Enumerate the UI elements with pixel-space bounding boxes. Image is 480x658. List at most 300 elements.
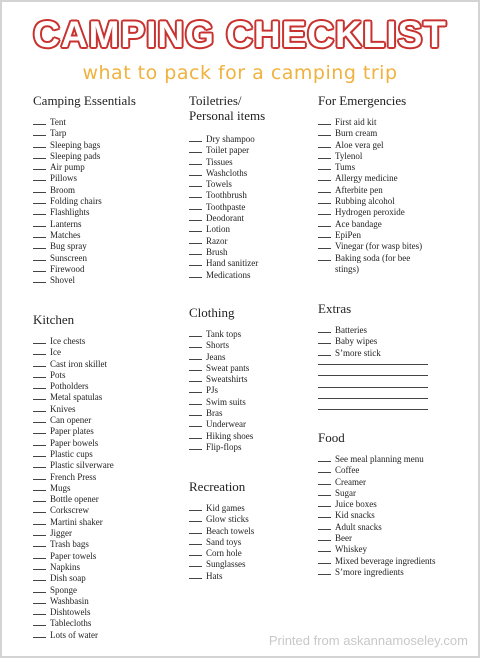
checklist-item[interactable] <box>33 449 114 460</box>
checkbox-line[interactable] <box>318 253 331 261</box>
checkbox-line[interactable] <box>33 230 46 238</box>
checkbox-line[interactable] <box>318 185 331 193</box>
checklist-item[interactable] <box>33 630 114 641</box>
checkbox-line[interactable] <box>33 449 46 457</box>
checkbox-line[interactable] <box>33 562 46 570</box>
item-label: Deodorant <box>206 213 244 224</box>
page-subtitle: what to pack for a camping trip <box>82 62 398 84</box>
checklist-item[interactable] <box>189 431 253 442</box>
checkbox-line[interactable] <box>33 415 46 423</box>
checkbox-line[interactable] <box>33 207 46 215</box>
item-label: Coffee <box>335 465 360 476</box>
item-label: Sunglasses <box>206 559 246 570</box>
checkbox-line[interactable] <box>189 503 202 511</box>
item-label: Batteries <box>335 325 367 335</box>
checklist-item[interactable] <box>318 253 422 264</box>
checkbox-line[interactable] <box>33 162 46 170</box>
item-list <box>189 329 253 453</box>
checklist-item[interactable] <box>33 381 114 392</box>
item-label: Sunscreen <box>50 252 87 263</box>
checkbox-line[interactable] <box>33 483 46 491</box>
checkbox-line[interactable] <box>33 573 46 581</box>
checkbox-line[interactable] <box>318 196 331 204</box>
checklist-item[interactable] <box>189 442 253 453</box>
checklist-item[interactable] <box>318 128 422 139</box>
item-label: Tylenol <box>335 150 363 161</box>
checklist-item[interactable] <box>318 117 422 128</box>
checklist-item[interactable] <box>33 241 136 252</box>
item-label: Afterbite pen <box>335 184 383 195</box>
item-label: First aid kit <box>335 117 377 127</box>
checklist-item[interactable] <box>33 359 114 370</box>
checklist-item[interactable] <box>33 551 114 562</box>
checklist-item[interactable] <box>318 241 422 252</box>
checkbox-line[interactable] <box>189 157 202 165</box>
section-title: Clothing <box>189 305 235 320</box>
checkbox-line[interactable] <box>318 567 331 575</box>
checklist-item[interactable] <box>189 548 254 559</box>
checklist-item[interactable] <box>189 526 254 537</box>
section-extras <box>318 301 428 415</box>
checklist-item[interactable] <box>189 419 253 430</box>
checkbox-line[interactable] <box>318 162 331 170</box>
checkbox-line[interactable] <box>189 363 202 371</box>
checklist-item[interactable] <box>33 253 136 264</box>
item-label: S’more ingredients <box>335 566 404 577</box>
checklist-item[interactable] <box>318 230 422 241</box>
item-label: Lots of water <box>50 629 98 640</box>
checkbox-line[interactable] <box>189 270 202 278</box>
checklist-item[interactable] <box>318 488 435 499</box>
checkbox-line[interactable] <box>318 336 331 344</box>
item-label: Potholders <box>50 381 89 392</box>
checkbox-line[interactable] <box>33 241 46 249</box>
checkbox-line[interactable] <box>33 539 46 547</box>
checklist-item[interactable] <box>33 207 136 218</box>
checkbox-line[interactable] <box>189 352 202 360</box>
item-label: Tums <box>335 162 356 173</box>
item-label: Toothpaste <box>206 201 246 212</box>
checklist-item[interactable] <box>33 404 114 415</box>
item-label: Adult snacks <box>335 521 382 532</box>
item-label: Razor <box>206 235 228 246</box>
section-title: Food <box>318 430 345 445</box>
checkbox-line[interactable] <box>318 477 331 485</box>
checkbox-line[interactable] <box>189 213 202 221</box>
checkbox-line[interactable] <box>318 230 331 238</box>
checklist-item[interactable] <box>33 494 114 505</box>
checklist-item[interactable] <box>318 522 435 533</box>
checkbox-line[interactable] <box>318 140 331 148</box>
checklist-item[interactable] <box>189 213 265 224</box>
checklist-item[interactable] <box>33 483 114 494</box>
checkbox-line[interactable] <box>33 618 46 626</box>
checklist-item[interactable] <box>33 573 114 584</box>
checkbox-line[interactable] <box>33 551 46 559</box>
checklist-item[interactable] <box>189 503 254 514</box>
checkbox-line[interactable] <box>33 185 46 193</box>
checklist-item[interactable] <box>318 556 435 567</box>
checkbox-line[interactable] <box>33 219 46 227</box>
checkbox-line[interactable] <box>189 236 202 244</box>
checkbox-line[interactable] <box>318 325 331 333</box>
checkbox-line[interactable] <box>33 381 46 389</box>
checklist-item[interactable] <box>33 426 114 437</box>
footer-credit: Printed from askannamoseley.com <box>268 633 468 648</box>
item-label: Tablecloths <box>50 618 92 629</box>
checklist-item[interactable] <box>318 185 422 196</box>
item-list <box>33 336 114 641</box>
checkbox-line[interactable] <box>189 145 202 153</box>
checklist-item[interactable] <box>33 607 114 618</box>
checklist-item[interactable] <box>318 196 422 207</box>
item-label: Paper towels <box>50 550 97 561</box>
item-label: Lotion <box>206 224 230 235</box>
checklist-item[interactable] <box>189 145 265 156</box>
checkbox-line[interactable] <box>33 359 46 367</box>
item-label: Pots <box>50 369 66 380</box>
section-food <box>318 430 435 578</box>
checklist-item[interactable] <box>318 325 428 336</box>
section-title-line: Toiletries/ <box>189 93 242 108</box>
checkbox-line[interactable] <box>33 392 46 400</box>
checklist-item[interactable] <box>33 196 136 207</box>
item-label: Trash bags <box>50 539 89 550</box>
checkbox-line[interactable] <box>318 151 331 159</box>
item-label: Shovel <box>50 275 76 286</box>
checkbox-line[interactable] <box>189 559 202 567</box>
checkbox-line[interactable] <box>33 585 46 593</box>
checkbox-line[interactable] <box>189 442 202 450</box>
item-label: Creamer <box>335 476 366 487</box>
item-label: Tarp <box>50 128 67 139</box>
item-label: Washbasin <box>50 595 89 606</box>
blank-line[interactable] <box>318 381 428 392</box>
checkbox-line[interactable] <box>189 431 202 439</box>
checkbox-line[interactable] <box>189 224 202 232</box>
checklist-item[interactable] <box>33 596 114 607</box>
checklist-item[interactable] <box>33 336 114 347</box>
checklist-item[interactable] <box>33 472 114 483</box>
item-label: Ice <box>50 347 61 358</box>
item-label: S’more stick <box>335 347 381 358</box>
item-label: Swim suits <box>206 396 246 407</box>
section-kitchen <box>33 312 114 641</box>
checklist-item[interactable] <box>189 374 253 385</box>
checkbox-line[interactable] <box>33 253 46 261</box>
item-list <box>318 454 435 578</box>
checkbox-line[interactable] <box>318 499 331 507</box>
item-label: Tent <box>50 117 66 127</box>
item-label: Tank tops <box>206 329 242 339</box>
item-label: Glow sticks <box>206 514 249 525</box>
checklist-item[interactable] <box>33 140 136 151</box>
checkbox-line[interactable] <box>189 340 202 348</box>
checklist-item[interactable] <box>318 510 435 521</box>
checklist-item[interactable] <box>318 544 435 555</box>
checklist-item[interactable] <box>318 477 435 488</box>
checkbox-line[interactable] <box>189 397 202 405</box>
checklist-item[interactable] <box>189 190 265 201</box>
checklist-item[interactable] <box>33 117 136 128</box>
checklist-item[interactable] <box>318 567 435 578</box>
section-clothing <box>189 305 253 453</box>
item-label: Medications <box>206 269 251 280</box>
checklist-item[interactable] <box>189 514 254 525</box>
checkbox-line[interactable] <box>33 472 46 480</box>
checkbox-line[interactable] <box>33 264 46 272</box>
section-title: Recreation <box>189 479 246 494</box>
checkbox-line[interactable] <box>33 370 46 378</box>
checklist-item[interactable] <box>189 270 265 281</box>
item-label: Metal spatulas <box>50 392 103 403</box>
item-label: Sponge <box>50 584 77 595</box>
checklist-item[interactable] <box>33 151 136 162</box>
checklist-item[interactable] <box>33 128 136 139</box>
checklist-item[interactable] <box>189 397 253 408</box>
checkbox-line[interactable] <box>33 460 46 468</box>
checkbox-line[interactable] <box>33 438 46 446</box>
section-title <box>189 93 265 123</box>
item-label: Baking soda (for bee <box>335 252 411 263</box>
checklist-item[interactable] <box>189 340 253 351</box>
checklist-item[interactable] <box>189 202 265 213</box>
checklist-item[interactable] <box>189 559 254 570</box>
checklist-item[interactable] <box>33 415 114 426</box>
item-label: Aloe vera gel <box>335 139 384 150</box>
checklist-item[interactable] <box>318 151 422 162</box>
item-label: Flip-flops <box>206 441 242 452</box>
item-label: Washcloths <box>206 167 248 178</box>
checklist-item[interactable] <box>318 454 435 465</box>
item-label: Dish soap <box>50 573 86 584</box>
checkbox-line[interactable] <box>33 140 46 148</box>
item-label: Plastic silverware <box>50 460 114 471</box>
item-label: Baby wipes <box>335 336 378 347</box>
checklist-item[interactable] <box>33 585 114 596</box>
item-label: Shorts <box>206 340 230 351</box>
checklist-item[interactable] <box>189 352 253 363</box>
checkbox-line[interactable] <box>33 528 46 536</box>
page-title: CAMPING CHECKLIST <box>33 14 447 55</box>
item-list <box>318 325 428 359</box>
checkbox-line[interactable] <box>189 537 202 545</box>
item-label: Bottle opener <box>50 494 99 505</box>
checklist-item[interactable] <box>189 236 265 247</box>
checkbox-line[interactable] <box>189 168 202 176</box>
checklist-item[interactable] <box>33 264 136 275</box>
section-emergencies <box>318 93 422 275</box>
checklist-item[interactable] <box>33 162 136 173</box>
checkbox-line[interactable] <box>33 336 46 344</box>
checklist-item[interactable] <box>318 219 422 230</box>
checkbox-line[interactable] <box>318 465 331 473</box>
checkbox-line[interactable] <box>318 173 331 181</box>
checklist-item[interactable] <box>33 460 114 471</box>
checkbox-line[interactable] <box>33 426 46 434</box>
item-label: Corkscrew <box>50 505 89 516</box>
checklist-item[interactable] <box>189 224 265 235</box>
item-label: Brush <box>206 246 228 257</box>
item-list <box>33 117 136 286</box>
item-label: Paper plates <box>50 426 94 437</box>
item-label: Juice boxes <box>335 499 377 510</box>
checkbox-line[interactable] <box>318 533 331 541</box>
item-label: Bras <box>206 408 223 419</box>
checklist-item[interactable] <box>189 537 254 548</box>
checkbox-line[interactable] <box>33 517 46 525</box>
item-label: Pillows <box>50 173 78 184</box>
checklist-item[interactable] <box>318 173 422 184</box>
checkbox-line[interactable] <box>33 173 46 181</box>
item-label: Martini shaker <box>50 516 103 527</box>
checkbox-line[interactable] <box>189 329 202 337</box>
checklist-item[interactable] <box>189 363 253 374</box>
item-label: Sleeping bags <box>50 139 101 150</box>
checklist-item[interactable] <box>33 185 136 196</box>
checklist-item[interactable] <box>33 539 114 550</box>
checkbox-line[interactable] <box>318 544 331 552</box>
checkbox-line[interactable] <box>33 607 46 615</box>
checklist-item[interactable] <box>33 219 136 230</box>
checklist-item[interactable] <box>318 348 428 359</box>
checklist-item[interactable] <box>318 465 435 476</box>
item-label: Firewood <box>50 263 85 274</box>
checklist-item[interactable] <box>318 162 422 173</box>
checkbox-line[interactable] <box>189 202 202 210</box>
checklist-item[interactable] <box>189 168 265 179</box>
checklist-item[interactable] <box>33 438 114 449</box>
checkbox-line[interactable] <box>33 117 46 125</box>
checklist-item[interactable] <box>189 179 265 190</box>
checklist-item[interactable] <box>189 408 253 419</box>
item-label: Sweat pants <box>206 362 250 373</box>
item-label: Bug spray <box>50 241 87 252</box>
checkbox-line[interactable] <box>33 275 46 283</box>
checkbox-line[interactable] <box>33 505 46 513</box>
checklist-item[interactable] <box>33 347 114 358</box>
item-label: Knives <box>50 403 76 414</box>
blank-line[interactable] <box>318 370 428 381</box>
section-toiletries <box>189 93 265 281</box>
checkbox-line[interactable] <box>318 510 331 518</box>
checkbox-line[interactable] <box>33 630 46 638</box>
checkbox-line[interactable] <box>189 190 202 198</box>
checkbox-line[interactable] <box>318 488 331 496</box>
section-recreation <box>189 479 254 582</box>
checklist-item[interactable] <box>33 528 114 539</box>
checkbox-line[interactable] <box>33 494 46 502</box>
item-label: Dishtowels <box>50 607 91 618</box>
checkbox-line[interactable] <box>318 556 331 564</box>
checkbox-line[interactable] <box>189 247 202 255</box>
item-label: Hand sanitizer <box>206 258 259 269</box>
checkbox-line[interactable] <box>189 548 202 556</box>
checklist-item[interactable] <box>189 329 253 340</box>
item-label: Tissues <box>206 156 233 167</box>
item-label: Corn hole <box>206 548 242 559</box>
checkbox-line[interactable] <box>189 419 202 427</box>
checklist-item[interactable] <box>33 562 114 573</box>
checkbox-line[interactable] <box>189 514 202 522</box>
checklist-item[interactable] <box>33 370 114 381</box>
checkbox-line[interactable] <box>318 454 331 462</box>
checklist-item[interactable] <box>318 533 435 544</box>
item-label: Underwear <box>206 419 246 430</box>
item-label: Burn cream <box>335 128 378 139</box>
item-label: Sand toys <box>206 536 242 547</box>
checkbox-line[interactable] <box>318 348 331 356</box>
checkbox-line[interactable] <box>33 596 46 604</box>
item-label: Ace bandage <box>335 218 382 229</box>
checklist-item[interactable] <box>189 134 265 145</box>
checklist-item[interactable] <box>33 230 136 241</box>
checkbox-line[interactable] <box>189 258 202 266</box>
checkbox-line[interactable] <box>318 207 331 215</box>
item-label: Flashlights <box>50 207 90 218</box>
checklist-item[interactable] <box>318 140 422 151</box>
checklist-item[interactable] <box>189 157 265 168</box>
item-label: Jeans <box>206 351 226 362</box>
checklist-item[interactable] <box>33 173 136 184</box>
checklist-item[interactable] <box>318 499 435 510</box>
checklist-item[interactable] <box>189 258 265 269</box>
checkbox-line[interactable] <box>33 196 46 204</box>
checkbox-line[interactable] <box>189 134 202 142</box>
checklist-item[interactable] <box>318 336 428 347</box>
item-label: Mugs <box>50 482 71 493</box>
item-label: Beach towels <box>206 525 255 536</box>
checkbox-line[interactable] <box>318 522 331 530</box>
checkbox-line[interactable] <box>189 385 202 393</box>
section-title: For Emergencies <box>318 93 407 108</box>
checkbox-line[interactable] <box>33 347 46 355</box>
checkbox-line[interactable] <box>318 219 331 227</box>
item-list <box>189 503 254 582</box>
checkbox-line[interactable] <box>33 151 46 159</box>
item-label: Hats <box>206 570 223 581</box>
checklist-item[interactable] <box>189 385 253 396</box>
checklist-item[interactable] <box>33 618 114 629</box>
checkbox-line[interactable] <box>318 128 331 136</box>
checklist-item[interactable] <box>318 207 422 218</box>
checklist-item[interactable] <box>33 505 114 516</box>
checkbox-line[interactable] <box>189 408 202 416</box>
checkbox-line[interactable] <box>189 526 202 534</box>
checklist-item[interactable] <box>189 247 265 258</box>
checkbox-line[interactable] <box>318 117 331 125</box>
checkbox-line[interactable] <box>189 374 202 382</box>
checklist-item[interactable] <box>189 571 254 582</box>
checkbox-line[interactable] <box>33 128 46 136</box>
checklist-item[interactable] <box>33 275 136 286</box>
blank-line[interactable] <box>318 404 428 415</box>
checklist-item[interactable] <box>33 517 114 528</box>
checkbox-line[interactable] <box>189 179 202 187</box>
checkbox-line[interactable] <box>33 404 46 412</box>
checkbox-line[interactable] <box>189 571 202 579</box>
item-label: Paper bowels <box>50 437 99 448</box>
checkbox-line[interactable] <box>318 241 331 249</box>
blank-line[interactable] <box>318 359 428 370</box>
item-label: Jigger <box>50 528 72 539</box>
item-label: Napkins <box>50 561 80 572</box>
item-label: Sweatshirts <box>206 374 248 385</box>
checklist-item[interactable] <box>33 392 114 403</box>
blank-line[interactable] <box>318 393 428 404</box>
item-label: Ice chests <box>50 336 86 346</box>
item-label: Toothbrush <box>206 190 247 201</box>
